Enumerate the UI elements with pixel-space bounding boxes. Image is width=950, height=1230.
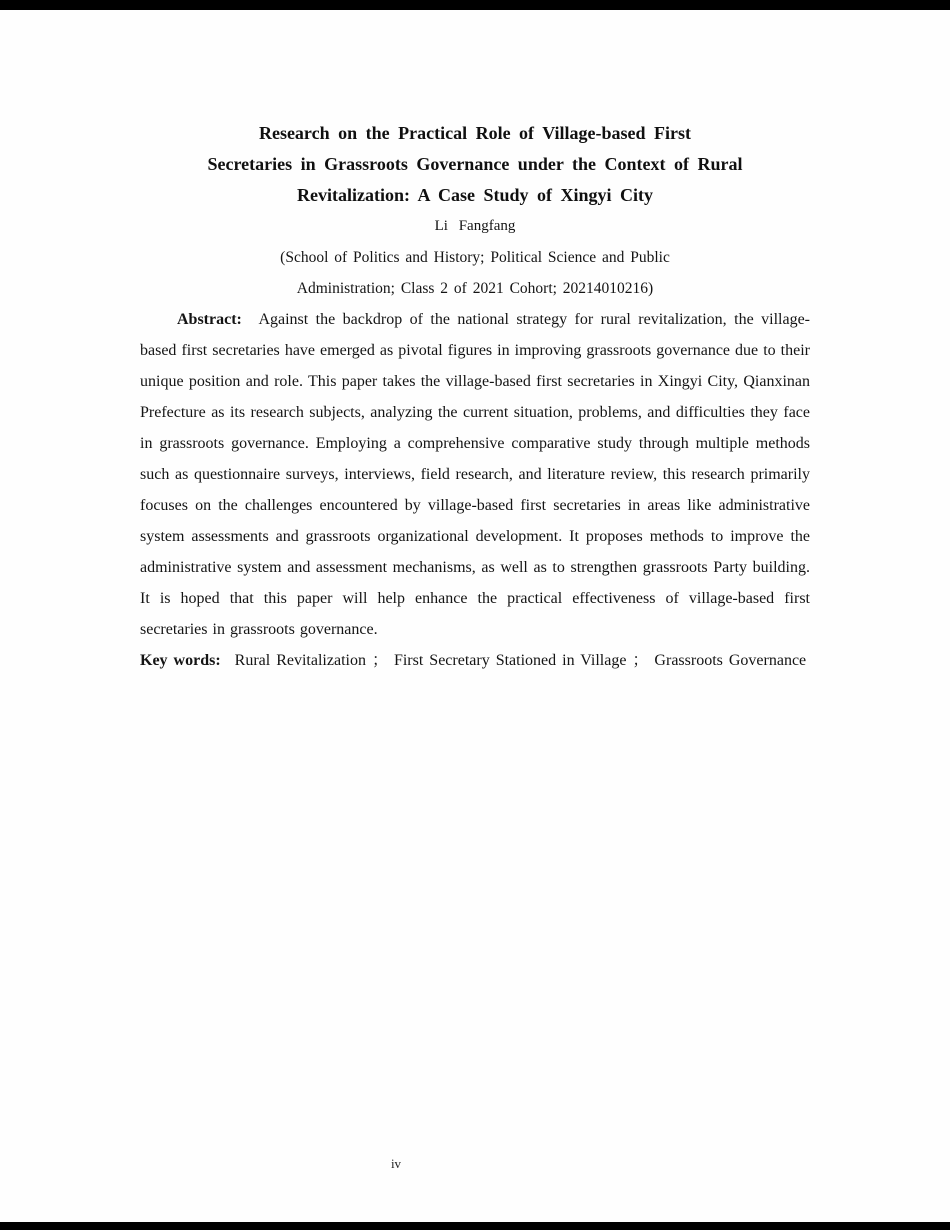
keywords-text: Rural Revitalization ； First Secretary Stationed in Village ； Grassroots Governance [234,652,807,669]
abstract-label: Abstract: [177,311,242,328]
page-content [0,10,950,676]
title-line-3: Revitalization: A Case Study of Xingyi City [296,185,653,205]
page-number: iv [390,1156,402,1171]
author-name: Li Fangfang [434,218,516,234]
keywords-paragraph [140,645,810,676]
document-page [0,10,950,1222]
author-affiliation [140,242,810,304]
affiliation-line-1: (School of Politics and History; Political Science and Public [280,249,670,266]
affiliation-line-2: Administration; Class 2 of 2021 Cohort; 20214010216) [296,280,654,297]
title-line-2: Secretaries in Grassroots Governance under the Context of Rural [207,154,743,174]
abstract-paragraph [140,304,810,645]
abstract-text: Against the backdrop of the national strategy for rural revitalization, the village-based first secretaries have emerged as pivotal figures in improving grassroots governance due to their unique position and role. This paper takes the village-based first secretaries in Xingyi City, Qianxinan Prefecture as its research subjects, analyzing the current situation, problems, and difficulties they face in grassroots governance. Employing a comprehensive comparative study through multiple methods such as questionnaire surveys, interviews, field research, and literature review, this research primarily focuses on the challenges encountered by village-based first secretaries in areas like administrative system assessments and grassroots organizational development. It proposes methods to improve the administrative system and assessment mechanisms, as well as to strengthen grassroots Party building. It is hoped that this paper will help enhance the practical effectiveness of village-based first secretaries in grassroots governance. [140,311,811,638]
keywords-label: Key words: [140,652,221,669]
title-line-1: Research on the Practical Role of Village-based First [258,123,692,143]
paper-title [140,118,810,211]
